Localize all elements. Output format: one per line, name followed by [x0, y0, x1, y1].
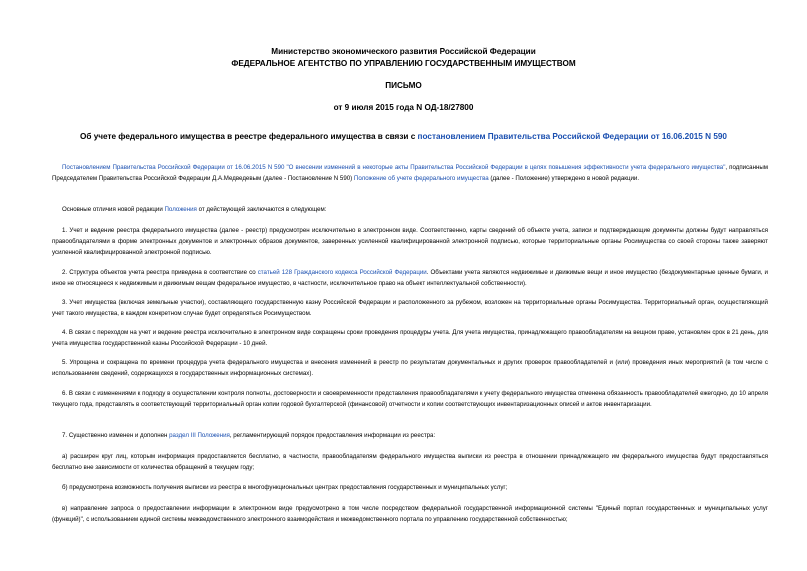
decree-link[interactable]: Постановлением Правительства Российской Федерации от 16.06.2015 N 590 "О внесении изменений в некоторые акты Правительства Российской Федерации в целях повышения эффективности учета федерального имущества" — [62, 164, 726, 171]
document-title — [0, 132, 807, 141]
item-7 — [52, 430, 768, 441]
item-3: 3. Учет имущества (включая земельные участки), составляющего государственную казну Российской Федерации и расположенного за рубежом, возложен на территориальные органы Росимущества. Территориальный орган, осуществляющий учет такого имущества, в каждом конкретном случае будет определяться Росимуществом. — [52, 299, 768, 317]
item-2-after: . Объектами учета являются недвижимые и движимые вещи и иное имущество (бездокументарные ценные бумаги, и иное не относящееся к недвижимым и движимым вещам федеральное имущество, в частности, исключительное право на объект интеллектуальной собственности). — [52, 269, 768, 287]
item-7-after: , регламентирующий порядок предоставления информации из реестра: — [229, 432, 436, 439]
section-3-link[interactable]: раздел III Положения — [169, 432, 230, 439]
regulation-link[interactable]: Положение об учете федерального имущества — [353, 175, 489, 182]
item-7a: а) расширен круг лиц, которым информация предоставляется бесплатно, в частности, правообладателям федерального имущества выписки из реестра в отношении принадлежащего им федерального имущества будут предоставляться бесплатно вне зависимости от количества обращений в текущем году; — [52, 453, 768, 471]
document-date-number: от 9 июля 2015 года N ОД-18/27800 — [333, 103, 474, 112]
title-text: Об учете федерального имущества в реестре федерального имущества в связи с — [80, 132, 418, 141]
intro-paragraph — [52, 162, 768, 184]
civil-code-link[interactable]: статьей 128 Гражданского кодекса Российской Федерации — [257, 269, 427, 276]
item-7-before: 7. Существенно изменен и дополнен — [62, 432, 170, 439]
item-2-before: 2. Структура объектов учета реестра приведена в соответствие со — [62, 269, 258, 276]
main-diff-after: от действующей заключаются в следующем: — [196, 206, 327, 213]
item-7b: б) предусмотрена возможность получения выписки из реестра в многофункциональных центрах предоставления государственных и муниципальных услуг; — [62, 484, 508, 491]
item-2 — [52, 267, 768, 289]
document-type: ПИСЬМО — [385, 81, 422, 90]
ministry-name: Министерство экономического развития Российской Федерации — [271, 47, 536, 56]
item-5: 5. Упрощена и сокращена по времени процедура учета федерального имущества и внесения изменений в реестр по результатам документальных и других проверок правообладателей и (или) проведения иных мероприятий (в том числе с использованием сведений, содержащихся в государственных информационных системах). — [52, 359, 768, 377]
intro-text-1: , подписанным Председателем Правительства Российской Федерации Д.А.Медведевым (далее - Постановление N 590) — [52, 164, 768, 182]
item-6: 6. В связи с изменениями к подходу в осуществлении контроля полноты, достоверности и своевременности представления правообладателями к учету федерального имущества отменена обязанность правообладателей ежегодно, до 10 апреля текущего года, представлять в соответствующий территориальный орган копии годовой бухгалтерской (финансовой) отчетности и копии соответствующих инвентаризационных описей и актов инвентаризации. — [52, 390, 768, 408]
item-4: 4. В связи с переходом на учет и ведение реестра исключительно в электронном виде сокращены сроки проведения процедуры учета. Для учета имущества, принадлежащего правообладателям на вещном праве, установлен срок в 21 день, для учета имущества государственной казны Российской Федерации - 10 дней. — [52, 329, 768, 347]
agency-name: ФЕДЕРАЛЬНОЕ АГЕНТСТВО ПО УПРАВЛЕНИЮ ГОСУДАРСТВЕННЫМ ИМУЩЕСТВОМ — [231, 59, 576, 68]
item-1: 1. Учет и ведение реестра федерального имущества (далее - реестр) предусмотрен исключительно в электронном виде. Соответственно, карты сведений об объекте учета, записи и подтверждающие документы должны будут направляться правообладателями в форме электронных документов и электронных образов документов, заверенных усиленной квалифицированной электронной подписью, которые территориальные органы Росимущества со своей стороны также заверяют усиленной квалифицированной электронной подписью. — [52, 227, 768, 256]
provisions-link[interactable]: Положения — [164, 206, 197, 213]
intro-text-2: (далее - Положение) утверждено в новой редакции. — [488, 175, 640, 182]
title-link[interactable]: постановлением Правительства Российской Федерации от 16.06.2015 N 590 — [417, 132, 727, 141]
main-differences-paragraph — [52, 204, 768, 215]
main-diff-before: Основные отличия новой редакции — [62, 206, 165, 213]
item-7v: в) направление запроса о предоставлении информации в электронном виде предусмотрено в том числе посредством федеральной государственной информационной системы "Единый портал государственных и муниципальных услуг (функций)", с использованием единой системы межведомственного электронного взаимодействия и межведомственного портала по управлению государственной собственностью; — [52, 505, 768, 523]
